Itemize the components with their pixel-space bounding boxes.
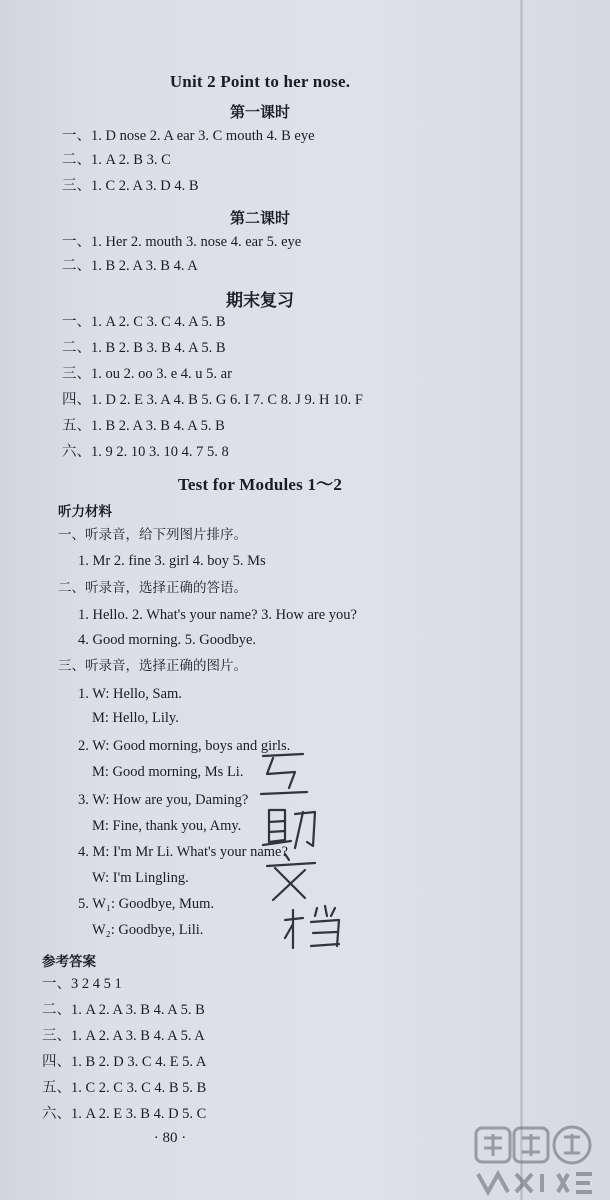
dialogue-line: 1. W: Hello, Sam.	[78, 686, 182, 702]
answer-line: 一、3 2 4 5 1	[42, 976, 122, 992]
answer-line: 四、1. D 2. E 3. A 4. B 5. G 6. I 7. C 8. J 9. H 10. F	[62, 392, 363, 408]
dialogue-line: 4. M: I'm Mr Li. What's your name?	[78, 844, 288, 860]
answer-line: 六、1. 9 2. 10 3. 10 4. 7 5. 8	[62, 444, 229, 460]
dialogue-line: M: Hello, Lily.	[92, 710, 179, 726]
answer-line: 一、1. D nose 2. A ear 3. C mouth 4. B eye	[62, 128, 315, 144]
test-title: Test for Modules 1～2	[177, 475, 343, 494]
answer-line: 五、1. C 2. C 3. C 4. B 5. B	[42, 1080, 207, 1096]
unit-title: Unit 2 Point to her nose.	[169, 72, 351, 91]
dialogue-line: 5. W₁: Goodbye, Mum.	[78, 896, 215, 912]
dialogue-line: W: I'm Lingling.	[92, 870, 189, 886]
answer-line: 四、1. B 2. D 3. C 4. E 5. A	[42, 1054, 207, 1070]
answer-line: 4. Good morning. 5. Goodbye.	[78, 632, 257, 648]
answer-line: 二、1. B 2. A 3. B 4. A	[62, 258, 198, 274]
watermark-logo	[472, 1122, 607, 1198]
review-title: 期末复习	[226, 291, 294, 311]
page-number: · 80 ·	[153, 1130, 187, 1146]
answer-line: 三、1. A 2. A 3. B 4. A 5. A	[42, 1028, 205, 1044]
answer-line: 一、1. A 2. C 3. C 4. A 5. B	[62, 314, 226, 330]
handwritten-text	[255, 750, 365, 950]
dialogue-line: 3. W: How are you, Daming?	[78, 792, 249, 808]
dialogue-line: M: Fine, thank you, Amy.	[92, 818, 242, 834]
answer-line: 五、1. B 2. A 3. B 4. A 5. B	[62, 418, 225, 434]
answer-line: 三、1. C 2. A 3. D 4. B	[62, 178, 199, 194]
answer-line: 六、1. A 2. E 3. B 4. D 5. C	[42, 1106, 207, 1122]
answer-line: 三、1. ou 2. oo 3. e 4. u 5. ar	[62, 366, 232, 382]
answer-line: 1. Mr 2. fine 3. girl 4. boy 5. Ms	[78, 553, 266, 569]
dialogue-line: 2. W: Good morning, boys and girls.	[78, 738, 291, 754]
lesson1-title: 第一课时	[229, 103, 290, 121]
question-heading: 二、听录音，选择正确的答语。	[58, 580, 247, 596]
page-crease	[520, 0, 523, 1200]
question-heading: 一、听录音，给下列图片排序。	[58, 527, 247, 543]
answer-line: 1. Hello. 2. What's your name? 3. How are you?	[78, 607, 357, 623]
dialogue-line: W₂: Goodbye, Lili.	[92, 922, 204, 938]
question-heading: 三、听录音，选择正确的图片。	[58, 658, 247, 674]
answers-title: 参考答案	[42, 954, 96, 970]
answer-line: 二、1. B 2. B 3. B 4. A 5. B	[62, 340, 226, 356]
answer-line: 一、1. Her 2. mouth 3. nose 4. ear 5. eye	[62, 234, 302, 250]
dialogue-line: M: Good morning, Ms Li.	[92, 764, 244, 780]
listening-title: 听力材料	[58, 504, 112, 520]
lesson2-title: 第二课时	[229, 209, 290, 227]
answer-line: 二、1. A 2. A 3. B 4. A 5. B	[42, 1002, 205, 1018]
answer-line: 二、1. A 2. B 3. C	[62, 152, 171, 168]
